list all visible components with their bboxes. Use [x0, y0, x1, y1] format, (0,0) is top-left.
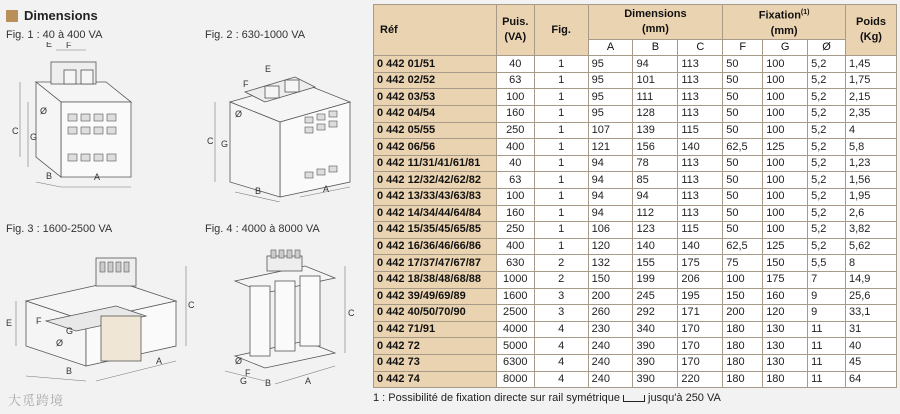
- ref-cell: 0 442 12/32/42/62/82: [374, 172, 497, 189]
- table-row: [374, 288, 897, 305]
- value-cell: 132: [588, 255, 633, 272]
- svg-text:Ø: Ø: [235, 356, 243, 366]
- svg-text:A: A: [323, 184, 330, 194]
- value-cell: 200: [723, 305, 763, 322]
- value-cell: 175: [678, 255, 723, 272]
- value-cell: 106: [588, 222, 633, 239]
- value-cell: 4: [534, 371, 588, 388]
- section-title: Dimensions: [24, 8, 98, 23]
- ref-cell: 0 442 74: [374, 371, 497, 388]
- header-c: C: [678, 39, 723, 56]
- dim-label-e: E: [46, 42, 53, 49]
- value-cell: 260: [588, 305, 633, 322]
- value-cell: 5,2: [808, 189, 846, 206]
- svg-text:G: G: [221, 139, 229, 149]
- value-cell: 195: [678, 288, 723, 305]
- value-cell: 245: [633, 288, 678, 305]
- table-row: [374, 354, 897, 371]
- dim-label-a: A: [94, 172, 101, 182]
- value-cell: 7: [808, 271, 846, 288]
- value-cell: 150: [723, 288, 763, 305]
- dim-label-b: B: [46, 171, 53, 181]
- dim-label-o: Ø: [40, 106, 48, 116]
- svg-text:B: B: [66, 366, 73, 376]
- value-cell: 2,35: [845, 106, 896, 123]
- ref-cell: 0 442 40/50/70/90: [374, 305, 497, 322]
- value-cell: 50: [723, 189, 763, 206]
- value-cell: 1,75: [845, 72, 896, 89]
- figure-3-drawing: [6, 236, 196, 386]
- value-cell: 100: [763, 122, 808, 139]
- header-fixation: Fixation$^{(1)}$ (mm): [723, 5, 846, 40]
- value-cell: 390: [633, 371, 678, 388]
- ref-cell: 0 442 04/54: [374, 106, 497, 123]
- value-cell: 171: [678, 305, 723, 322]
- value-cell: 1: [534, 238, 588, 255]
- section-marker-icon: [6, 10, 18, 22]
- value-cell: 8: [845, 255, 896, 272]
- value-cell: 95: [588, 72, 633, 89]
- value-cell: 130: [763, 354, 808, 371]
- table-row: [374, 139, 897, 156]
- value-cell: 3: [534, 288, 588, 305]
- value-cell: 100: [496, 189, 534, 206]
- value-cell: 630: [496, 255, 534, 272]
- value-cell: 4: [534, 321, 588, 338]
- ref-cell: 0 442 72: [374, 338, 497, 355]
- value-cell: 1,95: [845, 189, 896, 206]
- value-cell: 1: [534, 139, 588, 156]
- ref-cell: 0 442 13/33/43/63/83: [374, 189, 497, 206]
- value-cell: 62,5: [723, 139, 763, 156]
- value-cell: 150: [588, 271, 633, 288]
- table-row: [374, 255, 897, 272]
- value-cell: 240: [588, 371, 633, 388]
- value-cell: 50: [723, 205, 763, 222]
- value-cell: 180: [723, 321, 763, 338]
- value-cell: 240: [588, 338, 633, 355]
- value-cell: 5,2: [808, 238, 846, 255]
- value-cell: 5,2: [808, 89, 846, 106]
- value-cell: 1: [534, 72, 588, 89]
- value-cell: 120: [763, 305, 808, 322]
- figures-panel: [0, 0, 370, 414]
- symmetric-rail-icon: [623, 395, 645, 402]
- value-cell: 2,6: [845, 205, 896, 222]
- header-f: F: [723, 39, 763, 56]
- figure-3-caption: Fig. 3 : 1600-2500 VA: [6, 223, 113, 235]
- table-row: [374, 89, 897, 106]
- svg-text:B: B: [255, 186, 262, 196]
- value-cell: 40: [496, 155, 534, 172]
- table-row: [374, 72, 897, 89]
- value-cell: 199: [633, 271, 678, 288]
- value-cell: 130: [763, 321, 808, 338]
- ref-cell: 0 442 16/36/46/66/86: [374, 238, 497, 255]
- value-cell: 113: [678, 89, 723, 106]
- value-cell: 11: [808, 354, 846, 371]
- value-cell: 156: [633, 139, 678, 156]
- svg-text:Ø: Ø: [56, 338, 64, 348]
- value-cell: 6300: [496, 354, 534, 371]
- value-cell: 100: [763, 56, 808, 73]
- value-cell: 3: [534, 305, 588, 322]
- value-cell: 390: [633, 354, 678, 371]
- value-cell: 100: [723, 271, 763, 288]
- value-cell: 1: [534, 205, 588, 222]
- value-cell: 1,23: [845, 155, 896, 172]
- value-cell: 100: [763, 155, 808, 172]
- value-cell: 150: [763, 255, 808, 272]
- value-cell: 107: [588, 122, 633, 139]
- value-cell: 9: [808, 288, 846, 305]
- watermark-logo: 大觅跨境: [8, 393, 65, 408]
- value-cell: 125: [763, 238, 808, 255]
- value-cell: 180: [763, 371, 808, 388]
- value-cell: 140: [678, 139, 723, 156]
- table-row: [374, 238, 897, 255]
- value-cell: 5,2: [808, 155, 846, 172]
- svg-text:C: C: [188, 300, 195, 310]
- value-cell: 292: [633, 305, 678, 322]
- value-cell: 125: [763, 139, 808, 156]
- value-cell: 130: [763, 338, 808, 355]
- value-cell: 123: [633, 222, 678, 239]
- value-cell: 95: [588, 56, 633, 73]
- value-cell: 50: [723, 122, 763, 139]
- value-cell: 1: [534, 122, 588, 139]
- value-cell: 2500: [496, 305, 534, 322]
- value-cell: 250: [496, 122, 534, 139]
- value-cell: 113: [678, 106, 723, 123]
- table-row: [374, 56, 897, 73]
- value-cell: 1: [534, 89, 588, 106]
- footnote: 1 : Possibilité de fixation directe sur rail symétrique jusqu'à 250 VA: [373, 392, 721, 405]
- value-cell: 113: [678, 155, 723, 172]
- value-cell: 50: [723, 72, 763, 89]
- value-cell: 50: [723, 89, 763, 106]
- value-cell: 5,2: [808, 56, 846, 73]
- value-cell: 8000: [496, 371, 534, 388]
- ref-cell: 0 442 71/91: [374, 321, 497, 338]
- value-cell: 121: [588, 139, 633, 156]
- value-cell: 50: [723, 155, 763, 172]
- value-cell: 95: [588, 106, 633, 123]
- section-header: [6, 8, 98, 23]
- value-cell: 64: [845, 371, 896, 388]
- ref-cell: 0 442 14/34/44/64/84: [374, 205, 497, 222]
- ref-cell: 0 442 03/53: [374, 89, 497, 106]
- value-cell: 115: [678, 122, 723, 139]
- value-cell: 5000: [496, 338, 534, 355]
- value-cell: 250: [496, 222, 534, 239]
- svg-text:C: C: [348, 308, 355, 318]
- dim-label-f: F: [66, 42, 72, 50]
- header-fig: Fig.: [534, 5, 588, 56]
- header-o: Ø: [808, 39, 846, 56]
- value-cell: 1: [534, 155, 588, 172]
- value-cell: 5,8: [845, 139, 896, 156]
- value-cell: 140: [633, 238, 678, 255]
- value-cell: 5,5: [808, 255, 846, 272]
- value-cell: 230: [588, 321, 633, 338]
- value-cell: 75: [723, 255, 763, 272]
- ref-cell: 0 442 02/52: [374, 72, 497, 89]
- svg-text:F: F: [243, 79, 249, 89]
- value-cell: 31: [845, 321, 896, 338]
- dimensions-table: [373, 4, 897, 388]
- value-cell: 240: [588, 354, 633, 371]
- value-cell: 113: [678, 172, 723, 189]
- value-cell: 400: [496, 139, 534, 156]
- svg-text:C: C: [207, 136, 214, 146]
- value-cell: 1,56: [845, 172, 896, 189]
- value-cell: 100: [763, 89, 808, 106]
- value-cell: 113: [678, 56, 723, 73]
- table-row: [374, 338, 897, 355]
- value-cell: 5,2: [808, 205, 846, 222]
- value-cell: 100: [763, 222, 808, 239]
- value-cell: 113: [678, 205, 723, 222]
- value-cell: 40: [496, 56, 534, 73]
- value-cell: 5,62: [845, 238, 896, 255]
- table-row: [374, 205, 897, 222]
- value-cell: 100: [496, 89, 534, 106]
- value-cell: 9: [808, 305, 846, 322]
- value-cell: 180: [723, 338, 763, 355]
- value-cell: 45: [845, 354, 896, 371]
- table-row: [374, 189, 897, 206]
- ref-cell: 0 442 17/37/47/67/87: [374, 255, 497, 272]
- value-cell: 128: [633, 106, 678, 123]
- value-cell: 4: [845, 122, 896, 139]
- svg-text:F: F: [245, 368, 251, 378]
- value-cell: 113: [678, 189, 723, 206]
- svg-text:A: A: [305, 376, 312, 386]
- value-cell: 40: [845, 338, 896, 355]
- svg-text:E: E: [265, 64, 272, 74]
- value-cell: 400: [496, 238, 534, 255]
- header-puis: Puis. (VA): [496, 5, 534, 56]
- table-row: [374, 371, 897, 388]
- value-cell: 5,2: [808, 122, 846, 139]
- header-ref: Réf: [374, 5, 497, 56]
- value-cell: 120: [588, 238, 633, 255]
- value-cell: 111: [633, 89, 678, 106]
- value-cell: 175: [763, 271, 808, 288]
- figure-2-caption: Fig. 2 : 630-1000 VA: [205, 29, 306, 41]
- value-cell: 100: [763, 106, 808, 123]
- svg-text:B: B: [265, 378, 272, 388]
- svg-text:G: G: [66, 326, 74, 336]
- value-cell: 3,82: [845, 222, 896, 239]
- header-a: A: [588, 39, 633, 56]
- table-row: [374, 321, 897, 338]
- value-cell: 94: [633, 56, 678, 73]
- table-row: [374, 106, 897, 123]
- value-cell: 100: [763, 205, 808, 222]
- value-cell: 50: [723, 56, 763, 73]
- value-cell: 94: [588, 172, 633, 189]
- value-cell: 78: [633, 155, 678, 172]
- header-poids: Poids (Kg): [845, 5, 896, 56]
- value-cell: 115: [678, 222, 723, 239]
- value-cell: 4000: [496, 321, 534, 338]
- value-cell: 220: [678, 371, 723, 388]
- figure-2-drawing: [205, 42, 370, 202]
- value-cell: 1000: [496, 271, 534, 288]
- value-cell: 94: [588, 205, 633, 222]
- value-cell: 155: [633, 255, 678, 272]
- value-cell: 1: [534, 172, 588, 189]
- value-cell: 4: [534, 354, 588, 371]
- value-cell: 1: [534, 189, 588, 206]
- value-cell: 2: [534, 271, 588, 288]
- table-row: [374, 305, 897, 322]
- value-cell: 100: [763, 172, 808, 189]
- header-b: B: [633, 39, 678, 56]
- value-cell: 2: [534, 255, 588, 272]
- value-cell: 113: [678, 72, 723, 89]
- value-cell: 5,2: [808, 139, 846, 156]
- svg-text:E: E: [6, 318, 13, 328]
- value-cell: 180: [723, 371, 763, 388]
- value-cell: 140: [678, 238, 723, 255]
- ref-cell: 0 442 18/38/48/68/88: [374, 271, 497, 288]
- value-cell: 160: [763, 288, 808, 305]
- figure-1-caption: Fig. 1 : 40 à 400 VA: [6, 29, 103, 41]
- value-cell: 63: [496, 72, 534, 89]
- value-cell: 50: [723, 222, 763, 239]
- value-cell: 101: [633, 72, 678, 89]
- value-cell: 340: [633, 321, 678, 338]
- header-g: G: [763, 39, 808, 56]
- value-cell: 1600: [496, 288, 534, 305]
- value-cell: 11: [808, 371, 846, 388]
- ref-cell: 0 442 73: [374, 354, 497, 371]
- value-cell: 94: [633, 189, 678, 206]
- value-cell: 5,2: [808, 106, 846, 123]
- value-cell: 25,6: [845, 288, 896, 305]
- value-cell: 100: [763, 189, 808, 206]
- ref-cell: 0 442 05/55: [374, 122, 497, 139]
- value-cell: 139: [633, 122, 678, 139]
- svg-text:A: A: [156, 356, 163, 366]
- value-cell: 33,1: [845, 305, 896, 322]
- dimensions-table-panel: [373, 4, 897, 404]
- value-cell: 63: [496, 172, 534, 189]
- value-cell: 5,2: [808, 222, 846, 239]
- value-cell: 112: [633, 205, 678, 222]
- svg-text:F: F: [36, 316, 42, 326]
- header-dimensions: Dimensions (mm): [588, 5, 723, 40]
- svg-text:Ø: Ø: [235, 109, 243, 119]
- value-cell: 1: [534, 106, 588, 123]
- value-cell: 62,5: [723, 238, 763, 255]
- value-cell: 1: [534, 222, 588, 239]
- figure-1-drawing: [6, 42, 181, 192]
- value-cell: 1,45: [845, 56, 896, 73]
- value-cell: 5,2: [808, 72, 846, 89]
- value-cell: 94: [588, 189, 633, 206]
- value-cell: 206: [678, 271, 723, 288]
- value-cell: 14,9: [845, 271, 896, 288]
- ref-cell: 0 442 11/31/41/61/81: [374, 155, 497, 172]
- svg-text:G: G: [240, 376, 248, 386]
- value-cell: 11: [808, 338, 846, 355]
- value-cell: 160: [496, 106, 534, 123]
- ref-cell: 0 442 39/49/69/89: [374, 288, 497, 305]
- figure-4-caption: Fig. 4 : 4000 à 8000 VA: [205, 223, 320, 235]
- table-row: [374, 271, 897, 288]
- value-cell: 5,2: [808, 172, 846, 189]
- table-row: [374, 172, 897, 189]
- ref-cell: 0 442 01/51: [374, 56, 497, 73]
- value-cell: 4: [534, 338, 588, 355]
- value-cell: 95: [588, 89, 633, 106]
- value-cell: 2,15: [845, 89, 896, 106]
- figure-4-drawing: [205, 236, 365, 391]
- value-cell: 160: [496, 205, 534, 222]
- value-cell: 85: [633, 172, 678, 189]
- value-cell: 200: [588, 288, 633, 305]
- value-cell: 50: [723, 172, 763, 189]
- table-row: [374, 222, 897, 239]
- dim-label-g: G: [30, 132, 38, 142]
- value-cell: 100: [763, 72, 808, 89]
- dim-label-c: C: [12, 126, 19, 136]
- value-cell: 170: [678, 338, 723, 355]
- ref-cell: 0 442 15/35/45/65/85: [374, 222, 497, 239]
- table-row: [374, 122, 897, 139]
- value-cell: 390: [633, 338, 678, 355]
- value-cell: 170: [678, 354, 723, 371]
- value-cell: 94: [588, 155, 633, 172]
- value-cell: 11: [808, 321, 846, 338]
- value-cell: 170: [678, 321, 723, 338]
- table-row: [374, 155, 897, 172]
- ref-cell: 0 442 06/56: [374, 139, 497, 156]
- value-cell: 1: [534, 56, 588, 73]
- value-cell: 50: [723, 106, 763, 123]
- value-cell: 180: [723, 354, 763, 371]
